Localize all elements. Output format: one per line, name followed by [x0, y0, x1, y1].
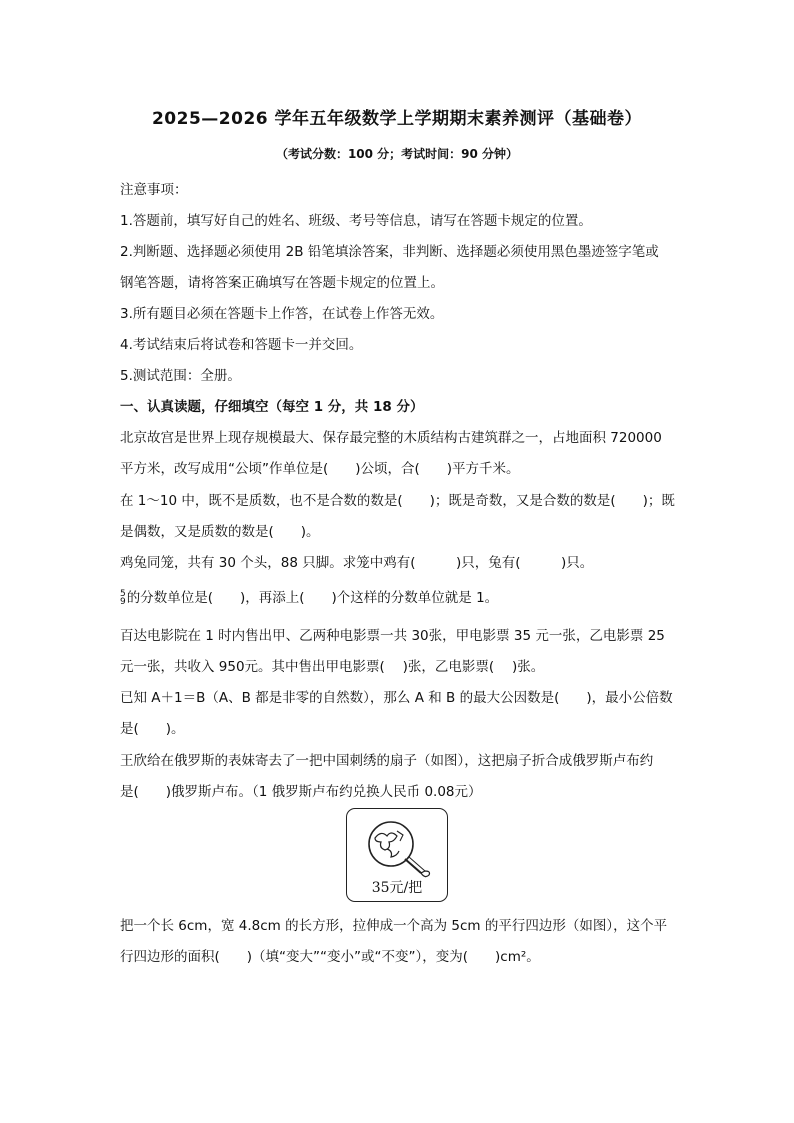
question-line: 鸡兔同笼，共有 30 个头，88 只脚。求笼中鸡有( )只，兔有( )只。: [120, 555, 594, 571]
question-line: 是偶数，又是质数的数是( )。: [120, 524, 320, 540]
notes-heading: 注意事项：: [120, 182, 188, 198]
question-line: 行四边形的面积( )（填“变大”“变小”或“不变”），变为( )cm²。: [120, 949, 540, 965]
note-item: 钢笔答题，请将答案正确填写在答题卡规定的位置上。: [120, 275, 444, 291]
fraction-denominator: 9: [120, 597, 126, 607]
note-item: 2.判断题、选择题必须使用 2B 铅笔填涂答案，非判断、选择题必须使用黑色墨迹签字笔或: [120, 244, 659, 260]
fan-price-label: 35元/把: [371, 880, 423, 896]
question-line: 百达电影院在 1 时内售出甲、乙两种电影票一共 30张，甲电影票 35 元一张，乙电影票 25: [120, 628, 665, 644]
fraction-question-text: 的分数单位是( )，再添上( )个这样的分数单位就是 1。: [126, 590, 499, 606]
section-heading: 一、认真读题，仔细填空（每空 1 分，共 18 分）: [120, 399, 424, 415]
question-line: 把一个长 6cm，宽 4.8cm 的长方形，拉伸成一个高为 5cm 的平行四边形（如图），这个平: [120, 918, 668, 934]
question-line: 在 1～10 中，既不是质数，也不是合数的数是( )；既是奇数，又是合数的数是( )；既: [120, 493, 675, 509]
fraction-numerator: 5: [120, 589, 126, 599]
page-title: 2025—2026 学年五年级数学上学期期末素养测评（基础卷）: [151, 109, 643, 129]
fraction: [120, 590, 126, 606]
question-line: 是( )俄罗斯卢布。（1 俄罗斯卢布约兑换人民币 0.08元）: [120, 784, 482, 800]
fan-icon: [347, 811, 447, 883]
exam-info: （考试分数：100 分；考试时间：90 分钟）: [275, 147, 519, 161]
note-item: 3.所有题目必须在答题卡上作答，在试卷上作答无效。: [120, 306, 444, 322]
fan-figure: [346, 808, 448, 902]
question-line: 已知 A＋1＝B（A、B 都是非零的自然数），那么 A 和 B 的最大公因数是( )，最小公倍数: [120, 690, 673, 706]
question-line: 元一张，共收入 950元。其中售出甲电影票( )张，乙电影票( )张。: [120, 659, 545, 675]
question-line: 平方米，改写成用“公顷”作单位是( )公顷，合( )平方千米。: [120, 461, 520, 477]
question-line: 王欣给在俄罗斯的表妹寄去了一把中国刺绣的扇子（如图），这把扇子折合成俄罗斯卢布约: [120, 753, 654, 769]
note-item: 1.答题前，填写好自己的姓名、班级、考号等信息，请写在答题卡规定的位置。: [120, 213, 592, 229]
fraction-question: [120, 586, 498, 606]
question-line: 北京故宫是世界上现存规模最大、保存最完整的木质结构古建筑群之一，占地面积 720000: [120, 430, 662, 446]
note-item: 4.考试结束后将试卷和答题卡一并交回。: [120, 337, 363, 353]
note-item: 5.测试范围：全册。: [120, 368, 241, 384]
question-line: 是( )。: [120, 721, 185, 737]
